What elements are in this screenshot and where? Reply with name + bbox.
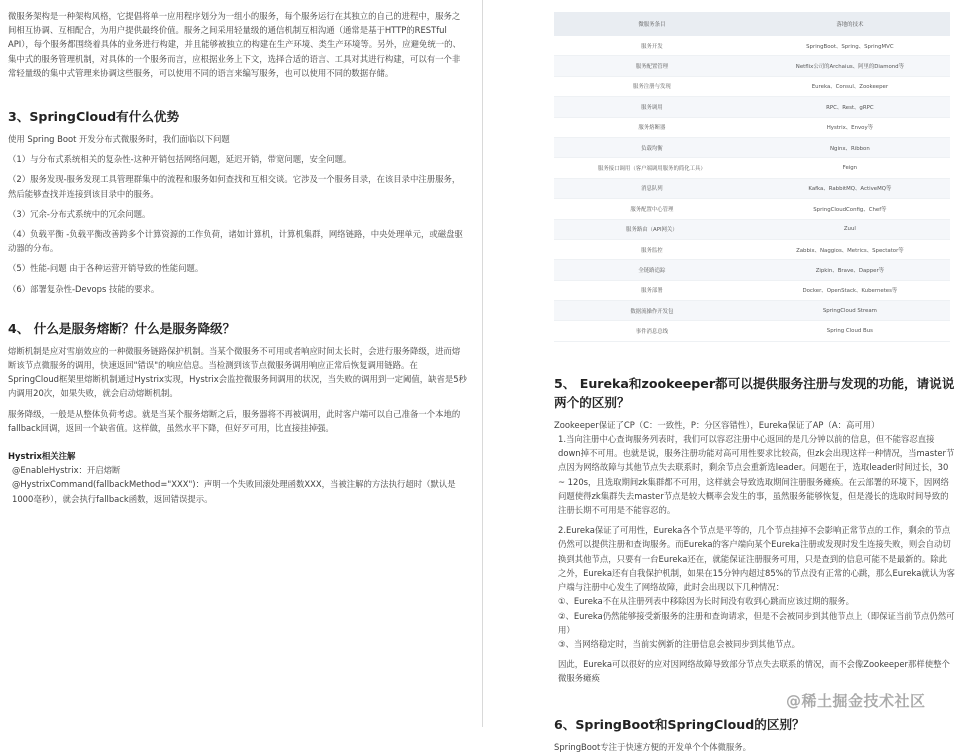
table-row <box>554 199 950 219</box>
table-cell: 服务熔断器 <box>554 117 750 137</box>
table-header-row <box>554 12 950 36</box>
table-row <box>554 158 950 178</box>
table-row <box>554 239 950 259</box>
circuit-breaker-paragraph: 熔断机制是应对雪崩效应的一种微服务链路保护机制。当某个微服务不可用或者响应时间太长时，会进行服务降级，进而熔断该节点微服务的调用，快速返回"错误"的响应信息。当检测到该节点微服务调用响应正常后恢复调用链路。在SpringCloud框架里熔断机制通过Hystrix实现，Hystrix会监控微服务间调用的状况，当失败的调用到一定阈值，缺省是5秒内调用20次，如果失败，就会启动熔断机制。 <box>8 345 467 399</box>
conclusion-paragraph: 因此，Eureka可以很好的应对因网络故障导致部分节点失去联系的情况，而不会像Zookeeper那样使整个微服务瘫痪 <box>558 659 950 684</box>
table-cell: Eureka、Consul、Zookeeper <box>750 76 950 96</box>
table-cell: Kafka、RabbitMQ、ActiveMQ等 <box>750 178 950 198</box>
table-cell: 全链路追踪 <box>554 260 750 280</box>
list-item: （1）与分布式系统相关的复杂性-这种开销包括网络问题，延迟开销，带宽问题，安全问题。 <box>8 154 352 165</box>
table-cell: 服务接口调用（客户端调用服务的简化工具） <box>554 158 750 178</box>
section-5-heading-wrap <box>554 374 955 412</box>
right-page <box>484 0 967 752</box>
table-cell: 服务配置管理 <box>554 56 750 76</box>
table-cell: 服务监控 <box>554 239 750 259</box>
table-row <box>554 301 950 321</box>
springboot-line: SpringBoot专注于快速方便的开发单个个体微服务。 <box>554 741 752 752</box>
table-cell: 服务开发 <box>554 36 750 56</box>
table-cell: SpringBoot、Spring、SpringMVC <box>750 36 950 56</box>
site-watermark: @稀土掘金技术社区 <box>786 692 926 710</box>
microservice-tech-table <box>554 12 950 342</box>
table-cell: Spring Cloud Bus <box>750 321 950 341</box>
list-item: （5）性能-问题 由于各种运营开销导致的性能问题。 <box>8 263 204 274</box>
table-row <box>554 117 950 137</box>
table-cell: SpringCloudConfig、Chef等 <box>750 199 950 219</box>
hystrix-annotation-enable: @EnableHystrix：开启熔断 <box>12 465 121 476</box>
table-header: 落地的技术 <box>750 12 950 36</box>
table-cell: SpringCloud Stream <box>750 301 950 321</box>
zookeeper-paragraph: 1.当向注册中心查询服务列表时，我们可以容忍注册中心返回的是几分钟以前的信息，但不能容忍直接down掉不可用。也就是说，服务注册功能对高可用性要求比较高，但zk会出现这样一种情况，当master节点因为网络故障与其他节点失去联系时，剩余节点会重新选leader。问题在于，选取leader时间过长，30 ~ 120s，且选取期间zk集群都不可用，这样就会导致选取期间注册服务瘫痪。在云部署的环境下，因网络问题使得zk集群失去master节点是较大概率会发生的事，虽然服务能够恢复，但是漫长的选取时间导致的注册长期不可用是不能容忍的。 <box>558 434 955 516</box>
list-item: ②、Eureka仍然能够接受新服务的注册和查询请求，但是不会被同步到其他节点上（即保证当前节点仍然可用） <box>558 610 955 635</box>
hystrix-annotations-title: Hystrix相关注解 <box>8 451 76 462</box>
table-cell: 服务注册与发现 <box>554 76 750 96</box>
table-row <box>554 280 950 300</box>
hystrix-annotation-command: @HystrixCommand(fallbackMethod="XXX")：声明一个失败回滚处理函数XXX，当被注解的方法执行超时（默认是1000毫秒），就会执行fallback函数，返回错误提示。 <box>12 479 456 504</box>
table-cell: 服务路由（API网关） <box>554 219 750 239</box>
table-cell: Nginx、Ribbon <box>750 137 950 157</box>
section-4-heading: 4、 什么是服务熔断？什么是服务降级？ <box>8 320 236 336</box>
section-3-heading: 3、SpringCloud有什么优势 <box>8 109 180 125</box>
table-cell: 消息队列 <box>554 178 750 198</box>
table-cell: 服务配置中心管理 <box>554 199 750 219</box>
table-row <box>554 178 950 198</box>
table-cell: Feign <box>750 158 950 178</box>
table-cell: Zuul <box>750 219 950 239</box>
table-header: 微服务条目 <box>554 12 750 36</box>
table-cell: Netflix公司的Archaius、阿里的Diamond等 <box>750 56 950 76</box>
table-row <box>554 36 950 56</box>
table-cell: 服务部署 <box>554 280 750 300</box>
list-item: （2）服务发现-服务发现工具管理群集中的流程和服务如何查找和互相交谈。它涉及一个服务目录，在该目录中注册服务，然后能够查找并连接到该目录中的服务。 <box>8 174 461 199</box>
table-cell: Hystrix、Envoy等 <box>750 117 950 137</box>
page-divider <box>482 0 483 727</box>
list-item: （6）部署复杂性-Devops 技能的要求。 <box>8 283 160 294</box>
table-row <box>554 137 950 157</box>
table-cell: Zabbix、Naggios、Metrics、Spectator等 <box>750 239 950 259</box>
section-6-heading: 6、SpringBoot和SpringCloud的区别？ <box>554 716 805 732</box>
table-cell: 事件消息总线 <box>554 321 750 341</box>
eureka-paragraph: 2.Eureka保证了可用性，Eureka各个节点是平等的，几个节点挂掉不会影响正常节点的工作，剩余的节点仍然可以提供注册和查询服务。而Eureka的客户端向某个Eureka注册或发现时发生连接失败，则会自动切换到其他节点，只要有一台Eureka还在，就能保证注册服务可用，只是查到的信息可能不是最新的。除此之外，Eureka还有自我保护机制，如果在15分钟内超过85%的节点没有正常的心跳，那么Eureka就认为客户端与注册中心发生了网络故障，此时会出现以下几种情况： <box>558 525 955 593</box>
degradation-paragraph: 服务降级，一般是从整体负荷考虑。就是当某个服务熔断之后，服务器将不再被调用，此时客户端可以自己准备一个本地的fallback回调，返回一个缺省值。这样做，虽然水平下降，但好歹可用，比直接挂掉强。 <box>8 408 461 433</box>
table-cell: Zipkin、Brave、Dapper等 <box>750 260 950 280</box>
table-cell: 数据流操作开发包 <box>554 301 750 321</box>
table-cell: 负载均衡 <box>554 137 750 157</box>
left-page <box>0 0 482 727</box>
table-row <box>554 56 950 76</box>
list-item: ③、当网络稳定时，当前实例新的注册信息会被同步到其他节点。 <box>558 638 801 649</box>
section-5-heading: 5、 Eureka和zookeeper都可以提供服务注册与发现的功能，请说说两个的区别？ <box>554 375 955 410</box>
table-row <box>554 76 950 96</box>
list-item: （3）冗余-分布式系统中的冗余问题。 <box>8 208 151 219</box>
section-3-list <box>8 152 468 296</box>
table-row <box>554 260 950 280</box>
table-row <box>554 219 950 239</box>
cap-summary-line: Zookeeper保证了CP（C：一致性，P：分区容错性），Eureka保证了AP（A：高可用） <box>554 419 880 430</box>
table-row <box>554 97 950 117</box>
list-item: ①、Eureka不在从注册列表中移除因为长时间没有收到心跳而应该过期的服务。 <box>558 596 854 607</box>
table-cell: 服务调用 <box>554 97 750 117</box>
list-item: （4）负载平衡 -负载平衡改善跨多个计算资源的工作负荷，诸如计算机，计算机集群，网络链路，中央处理单元，或磁盘驱动器的分布。 <box>8 229 463 254</box>
table-row <box>554 321 950 341</box>
section-3-lead: 使用 Spring Boot 开发分布式微服务时，我们面临以下问题 <box>8 134 230 145</box>
intro-paragraph: 微服务架构是一种架构风格，它提倡将单一应用程序划分为一组小的服务，每个服务运行在其独立的自己的进程中，服务之间相互协调、互相配合，为用户提供最终价值。服务之间采用轻量级的通信机制互相沟通（通常是基于HTTP的RESTful API），每个服务都围绕着具体的业务进行构建，并且能够被独立的构建在生产环境、类生产环境等。另外，应避免统一的、集中式的服务管理机制，对具体的一个服务而言，应根据业务上下文，选择合适的语言、工具对其进行构建，可以有一个非常轻量级的集中式管理来协调这些服务，可以使用不同的语言来编写服务，也可以使用不同的数据存储。 <box>8 11 461 78</box>
table-cell: Docker、OpenStack、Kubernetes等 <box>750 280 950 300</box>
table-cell: RPC、Rest、gRPC <box>750 97 950 117</box>
